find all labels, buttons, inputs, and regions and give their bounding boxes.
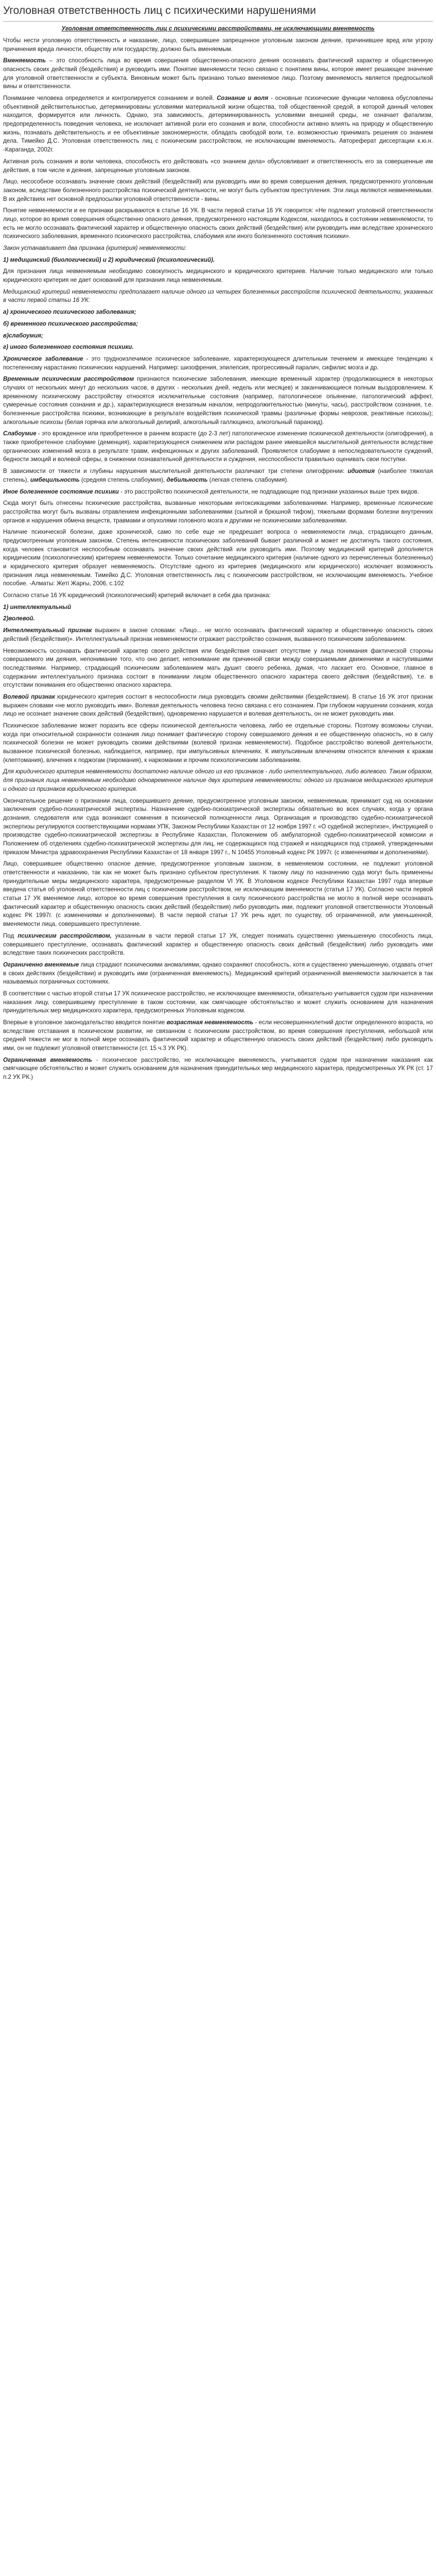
emphasized-text: в)слабоумия; bbox=[3, 332, 43, 339]
paragraph-text: Лицо, совершившее общественно опасное деяние, предусмотренное уголовным законом, в невменяемом состоянии, не подлежит уголовной ответственности и наказанию, так как не может быть признано субъектом преступления. К такому лицу по назначению суда могут быть применены принудительные меры медицинского характера, предусмотренные разделом VI УК. В Уголовном кодексе Республики Казахстан 1997 года впервые введена статья об уголовной ответственности лиц с психическим расстройством, не исключающим вменяемости (статья 17 УК). Согласно части первой статьи 17 УК вменяемое лицо, которое во время совершения преступления в силу психического расстройства не могло в полной мере осознавать фактический характер и общественную опасность своих действий (бездействия) либо руководить ими, подлежит уголовной ответственности Уголовный кодекс РК 1997г. (с изменениями и дополнениями). В части первой статьи 17 УК речь идет, по существу, об ограниченной, или уменьшенной, вменяемости лица, совершившего преступление. bbox=[3, 860, 433, 928]
emphasized-text: Для юридического критерия невменяемости достаточно наличие одного из его признаков - либо интеллектуального, либо волевого. Таким образом, для признания лица невменяемым необходимо одновременное наличие двух критериев невменяемости: одного из признаков медицинского критерия и одного из признаков юридического критерия. bbox=[3, 768, 433, 792]
paragraph-text: (легкая степень слабоумия). bbox=[207, 476, 289, 483]
emphasized-text: имбецильность bbox=[30, 476, 80, 483]
paragraph bbox=[3, 528, 433, 588]
paragraph-text: Понимание человека определяется и контролируется сознанием и волей. bbox=[3, 95, 217, 102]
paragraph bbox=[3, 244, 433, 253]
paragraph bbox=[3, 647, 433, 690]
paragraph-text: юридического критерия состоит в неспособности лица руководить своими действиями (бездействием). В статье 16 УК этот признак выражен словами «не могло руководить ими». Волевая деятельность человека тесно связана с его сознанием. При глубоком нарушении сознания, когда лицо не осознает значение своих действий (бездействия), одновременно нарушается и волевая деятельность, он не может руководить ими. bbox=[3, 693, 433, 718]
paragraph bbox=[3, 355, 433, 372]
document-page bbox=[0, 0, 436, 1090]
page-title: Уголовная ответственность лиц с психическими нарушениями bbox=[3, 2, 433, 22]
paragraph-text: Под bbox=[3, 932, 18, 939]
paragraph bbox=[3, 961, 433, 987]
emphasized-text: 1) интеллектуальный bbox=[3, 603, 72, 611]
paragraph-text: В соответствии с частью второй статьи 17 УК психическое расстройство, не исключающее вменяемости, обязательно учитывается судом при назначении наказания лицу, совершившему преступление в таком состоянии, как смягчающее обстоятельство и может служить основанием для назначения принудительных мер медицинского характера, предусмотренных Уголовным кодексом. bbox=[3, 990, 433, 1014]
paragraph-text: (наиболее тяжелая степень), bbox=[3, 468, 433, 483]
paragraph bbox=[3, 256, 433, 265]
paragraph bbox=[3, 37, 433, 54]
emphasized-text: Ограниченно вменяемые bbox=[3, 961, 79, 968]
paragraph bbox=[3, 320, 433, 329]
paragraph-text: указанным в части первой статьи 17 УК, следует понимать существенно уменьшенную способность лица, совершившего преступление, осознавать фактический характер и общественную опасность своих действий (бездействия) либо руководить ими вследствие таких психических расстройств. bbox=[3, 932, 433, 957]
article-body bbox=[3, 37, 433, 1082]
paragraph-text: Чтобы нести уголовную ответственность и наказание, лицо, совершившее запрещенное уголовным законом деяние, причинившее вред или угрозу причинения вреда личности, обществу или государству, должно быть вменяемым. bbox=[3, 37, 433, 53]
paragraph bbox=[3, 932, 433, 958]
emphasized-text: возрастная невменяемость bbox=[166, 1019, 254, 1026]
paragraph bbox=[3, 308, 433, 317]
paragraph-text: Окончательное решение о признании лица, совершившего деяние, предусмотренное уголовным законом, невменяемым, принимает суд на основании заключения судебно-психиатрической экспертизы. Назначение судебно-психиатрической экспертизы обязательно во всех случаях, когда у органа дознания, следователя или суда возникают сомнения в психической полноценности лица. Организация и производство судебно-психиатрической экспертизы регулируются соответствующими нормами УПК, Законом Республики Казахстан от 12 ноября 1997 г. «О судебной экспертизе», Инструкцией о производстве судебно-психиатрической экспертизы в Республике Казахстан, Положением об амбулаторной судебно-психиатрической комиссии и Положением об отделениях судебно-психиатрической экспертизы для лиц, не содержащихся под стражей и находящихся под стражей, утвержденными приказом Министра здравоохранения Республики Казахстан от 18 января 1997 г., N 10455 Уголовный кодекс РК 1997г. (с изменениями и дополнениями). bbox=[3, 797, 433, 856]
paragraph-text: Понятие невменяемости и ее признаки раскрываются в статье 16 УК. В части первой статьи 16 УК говорится: «Не подлежит уголовной ответственности лицо, которое во время совершения общественно опасного деяния, предусмотренного настоящим Кодексом, находилось в состоянии невменяемости, то есть не могло осознавать фактический характер и общественную опасность своих действий (бездействия) или руководить ими вследствие хронического психического заболевания, временного психического расстройства, слабоумия или иного болезненного состояния психики». bbox=[3, 207, 433, 240]
paragraph bbox=[3, 499, 433, 525]
paragraph-text: Наличие психической болезни, даже хронической, само по себе еще не предрешает вопроса о невменяемости лица, страдающего данным, предусмотренным уголовным законом. Степень интенсивности психических заболеваний бывает различной и может не достигнуть такого состояния, когда человек становится неспособным осознавать значение своих действий или руководить ими. Поэтому медицинский критерий дополняется юридическим (психологическим) критерием невменяемости. Только сочетание медицинского критерия (наличие одного из перечисленных болезненных) и юридического критерия образует невменяемость. Отсутствие одного из критериев (медицинского или юридического) исключает возможность признания лица невменяемым. Тимейко Д.С. Уголовная ответственность лиц с психическим расстройством, не исключающим вменяемость. Учебное пособие. -Алматы: Жеті Жарғы, 2006, с.102 bbox=[3, 529, 433, 587]
emphasized-text: 2)волевой. bbox=[3, 615, 35, 622]
paragraph-text: - это расстройство психической деятельности, не подпадающие под признаки указанных выше трех видов. bbox=[118, 488, 419, 495]
paragraph-text: Для признания лица невменяемым необходимо совокупность медицинского и юридического критериев. Наличие только медицинского или только юридического критерия не дает оснований для признания лица невменяемым. bbox=[3, 268, 433, 284]
emphasized-text: Медицинский критерий невменяемости предполагает наличие одного из четырех болезненных расстройств психической деятельности, указанных в части первой статьи 16 УК: bbox=[3, 288, 433, 304]
page-subtitle: Уголовная ответственность лиц с психическими расстройствами, не исключающими вменяемость bbox=[61, 25, 375, 32]
emphasized-text: Ограниченная вменяемость bbox=[3, 1056, 92, 1063]
paragraph bbox=[3, 332, 433, 341]
emphasized-text: дебильность bbox=[166, 476, 208, 483]
paragraph-text: Впервые в уголовное законодательство вводится понятие bbox=[3, 1019, 167, 1026]
paragraph bbox=[3, 94, 433, 155]
paragraph-text: - основные психические функции человека обусловлены объективной действительностью, детерминированы условиями материальной жизни общества, той общественной средой, в которой данный человек находится, формируется или личность. Однако, эта зависимость, детерминированность условиями внешней среды, не означает фатализм, предопределенность поведения человека, не исключает активной роли его сознания и воли, способности активно влиять на природу и общественную жизнь, познавать действительность и ее объективные закономерности, обладать свободой воли, т.е. возможностью принимать решения со знанием дела. Тимейко Д.С. Уголовная ответственность лиц с психическим расстройством, не исключающим вменяемость. Автореферат диссертации к.ю.н. -Караганда, 2002г. bbox=[3, 95, 433, 154]
emphasized-text: а) хронического психического заболевания; bbox=[3, 309, 136, 316]
paragraph-text: – это способность лица во время совершения общественно-опасного деяния осознавать фактический характер и общественную опасность своих действий (бездействия) и руководить ими. Понятие вменяемости тесно связано с понятием вины, которое имеет решающее значение для уголовной ответственности и субъекта. Виновным может быть признано только вменяемое лицо. Поэтому вменяемость является предпосылкой вины и ответственности. bbox=[3, 57, 433, 90]
paragraph-text: выражен в законе словами: «Лицо... не могло осознавать фактический характер и общественную опасность своих действий (бездействия)». Интеллектуальный признак невменяемости отражает расстройство сознания, вызванного психическим заболеванием. bbox=[3, 627, 433, 642]
paragraph bbox=[3, 591, 433, 600]
paragraph-text: Невозможность осознавать фактический характер своего действия или бездействия означает отсутствие у лица понимания фактической стороны совершаемого им деяния, непонимание того, что оно делает, непонимание им причинной связи между совершаемыми движениями и наступившими последствиями. Например, страдающий психическим заболеванием мать душит своего ребенка, думая, что ласкает его. Основное, главное в содержании интеллектуального признака состоит в понимании лицом общественного опасного характера своего действия (бездействия), т.е. в отсутствии понимания его общественно опасного характера. bbox=[3, 647, 433, 689]
paragraph-text: лица страдают психическими аномалиями, однако сохраняют способность, хотя и существенно уменьшенную, отдавать отчет в своих действиях (бездействии) и руководить ими (ограниченная вменяемость). Медицинский критерий ограниченной вменяемости заключается в так называемых пограничных состояниях. bbox=[3, 961, 433, 986]
emphasized-text: идиотия bbox=[347, 468, 375, 475]
emphasized-text: Сознание и воля bbox=[216, 95, 268, 102]
paragraph bbox=[3, 768, 433, 793]
paragraph-text: - психическое расстройство, не исключающее вменяемость, учитывается судом при назначении наказания как смягчающее обстоятельство и может служить основанием для назначения принудительных мер медицинского характера, предусмотренных УК РК (ст. 17 п.2 УК РК.) bbox=[3, 1056, 433, 1081]
emphasized-text: Вменяемость bbox=[3, 57, 46, 64]
emphasized-text: 1) медицинский (биологический) и 2) юридический (психологический). bbox=[3, 256, 215, 263]
paragraph bbox=[3, 603, 433, 612]
paragraph-text: Согласно статье 16 УК юридический (психологический) критерий включает в себя два признака: bbox=[3, 592, 271, 599]
paragraph bbox=[3, 1019, 433, 1053]
paragraph bbox=[3, 488, 433, 497]
paragraph-text: Сюда могут быть отнесены психические расстройства, вызванные некоторыми интоксикациями заболеваниями. Например, временные психические расстройства могут быть вызваны отравлением инфекционными заболеваниями (сыпной и брюшной тифом), тяжелыми формами болезни внутренних органов и нарушения обмена веществ, травмами и опухолями головного мозга и другими не психическими заболеваниями. bbox=[3, 500, 433, 524]
emphasized-text: Иное болезненное состояние психики bbox=[3, 488, 119, 495]
paragraph bbox=[3, 207, 433, 241]
emphasized-text: Временным психическим расстройством bbox=[3, 376, 134, 383]
paragraph bbox=[3, 267, 433, 284]
paragraph bbox=[3, 722, 433, 765]
paragraph-text: Психическое заболевание может поразить все сферы психической деятельности человека, либо ее отдельные стороны. Поэтому возможны случаи, когда при относительной сохранности сознания лицо понимает фактическую сторону совершаемого деяния и ее общественную опасность, но в силу психической болезни не может руководить своими действиями (волевой признак невменяемости). Подобное расстройство волевой деятельности, вызванное психической болезнью, наблюдается, например, при импульсивных влечениях. К импульсивным влечениям относятся влечения к кражам (клептомания), влечения к поджогам (пиромания), к наркомании и прочим психологическим заболеваниям. bbox=[3, 722, 433, 764]
paragraph bbox=[3, 797, 433, 857]
emphasized-text: Волевой признак bbox=[3, 693, 55, 700]
paragraph bbox=[3, 343, 433, 352]
paragraph bbox=[3, 375, 433, 427]
paragraph bbox=[3, 467, 433, 484]
paragraph-text: (средняя степень слабоумия), bbox=[79, 476, 167, 483]
emphasized-text: Хроническое заболевание bbox=[3, 355, 83, 362]
paragraph-text: Активная роль сознания и воли человека, способность его действовать «со знанием дела» обусловливает и ответственность его за совершенные им действия, в том числе и деяния, запрещенные уголовным законом. bbox=[3, 158, 433, 174]
paragraph bbox=[3, 158, 433, 175]
paragraph-text: Лицо, несособное осознавать значение своих действий (бездействий) или руководить ими во время совершения деяния, предусмотренного уголовным законом, вследствие болезненного расстройства психической деятельности, не могут быть субъектом преступления. Эти лица являются невменяемыми. В их действиях нет основной предпосылки уголовной ответственности - вины. bbox=[3, 178, 433, 202]
emphasized-text: психическим расстройством, bbox=[18, 932, 112, 939]
paragraph-text: - это трудноизлечимое психическое заболевание, характеризующееся длительным течением и имеющее тенденцию к постепенному нарастанию психических нарушений. Например: шизофрения, эпилепсия, прогрессивный паралич, сифилис мозга и др. bbox=[3, 355, 433, 371]
paragraph bbox=[3, 860, 433, 929]
paragraph-text: - если несовершеннолетний достиг определенного возраста, но вследствие отставания в психическом развитии, не связанном с психическим расстройством, во время совершения преступления, небольшой или средней тяжести не мог в полной мере осознавать фактический характер и общественную опасность своих действий (бездействия) либо руководить ими, он не подлежит уголовной ответственности (ст. 15 ч.3 УК РК). bbox=[3, 1019, 433, 1052]
emphasized-text: Интеллектуальный признак bbox=[3, 627, 92, 634]
emphasized-text: б) временного психического расстройства; bbox=[3, 320, 138, 327]
paragraph bbox=[3, 1056, 433, 1082]
emphasized-text: Слабоумие bbox=[3, 430, 37, 437]
paragraph bbox=[3, 626, 433, 643]
paragraph bbox=[3, 57, 433, 91]
paragraph-text: В зависимости от тяжести и глубины нарушения мыслительной деятельности различают три степени олигофрении: bbox=[3, 468, 348, 475]
paragraph bbox=[3, 288, 433, 305]
emphasized-text: Закон устанавливает два признака (критерия) невменяемости: bbox=[3, 245, 187, 252]
paragraph-text: признаются психические заболевания, имеющие временный характер (продолжающиеся в некоторых случаях от нескольких минут до нескольких часов, в других - нескольких дней, недель или месяцев) и заканчивающиеся полным выздоровлением. К временному психическому расстройству относятся исключительные состояния (например, патологическое опьянение, патологический аффект, сумеречные состояния сознания и др.), характеризующиеся внезапным началом, непродолжительностью (минуты, часы), расстройством сознания, т.е. болезненные расстройства психики, возникающие в результате воздействия психической травмы (различные формы неврозов, реактивные психозы); алкогольные психозы (белая горячка или алкогольный делирий, алкогольный галлюциноз, алкогольный параноид). bbox=[3, 376, 433, 426]
paragraph bbox=[3, 178, 433, 204]
paragraph bbox=[3, 990, 433, 1015]
emphasized-text: г) иного болезненного состояния психики. bbox=[3, 344, 134, 351]
paragraph bbox=[3, 430, 433, 464]
paragraph bbox=[3, 615, 433, 623]
paragraph-text: - это врожденное или приобретенное в раннем возрасте (до 2-3 лет) патологическое изменение психической деятельности (олигофрения), а также приобретенное слабоумие (деменция), характеризующееся снижением или распадом ранее имевшейся мыслительной деятельности вследствие органических изменений мозга в результате травм, инфекционных и других заболеваний. Проявляется слабоумие в непоследовательности суждений, бедности эмоций и волевой сферы, в снижении познавательной деятельности и суждения, несспособности правильно оценивать свои поступки. bbox=[3, 430, 433, 463]
paragraph bbox=[3, 693, 433, 719]
